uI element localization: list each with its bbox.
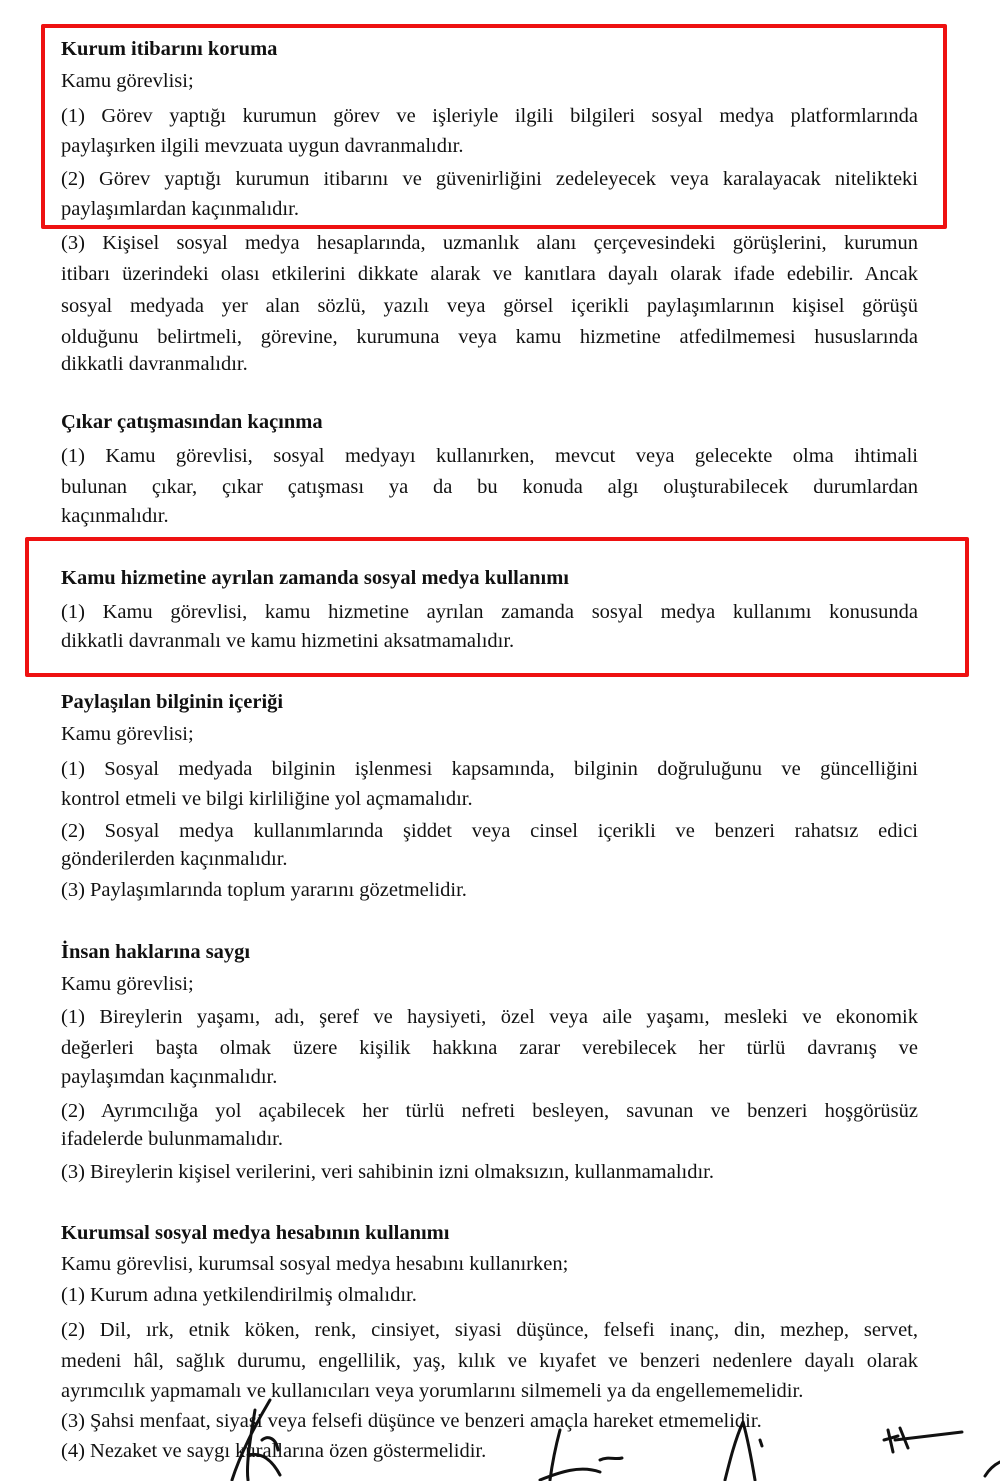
paragraph-line: paylaşımdan kaçınmalıdır. <box>61 1066 278 1088</box>
paragraph-line: (1) Kurum adına yetkilendirilmiş olmalıdır. <box>61 1284 417 1306</box>
paragraph-line: (1) Sosyal medyada bilginin işlenmesi kapsamında, bilginin doğruluğunu ve güncelliğini <box>61 758 918 780</box>
paragraph-line: (3) Bireylerin kişisel verilerini, veri sahibinin izni olmaksızın, kullanmamalıdır. <box>61 1161 715 1183</box>
paragraph-line: (2) Görev yaptığı kurumun itibarını ve güvenirliğini zedeleyecek veya karalayacak nitelikteki <box>61 168 918 190</box>
signature-3 <box>725 1422 762 1480</box>
paragraph-line: bulunan çıkar, çıkar çatışması ya da bu konuda algı oluşturabilecek durumlardan <box>61 476 918 498</box>
paragraph-line: dikkatli davranmalıdır. <box>61 353 248 375</box>
paragraph-line: değerleri başta olmak üzere kişilik hakkına zarar verebilecek her türlü davranış ve <box>61 1037 918 1059</box>
paragraph-line: Kamu görevlisi; <box>61 70 194 92</box>
signature-2 <box>540 1430 622 1480</box>
signature-5 <box>985 1462 1000 1476</box>
paragraph-line: Kamu görevlisi; <box>61 723 194 745</box>
paragraph-line: medeni hâl, sağlık durumu, engellilik, yaş, kılık ve kıyafet ve benzeri nedenlere dayalı olarak <box>61 1350 918 1372</box>
paragraph-line: (3) Şahsi menfaat, siyasi veya felsefi düşünce ve benzeri amaçla hareket etmemelidir. <box>61 1410 762 1432</box>
paragraph-line: (1) Görev yaptığı kurumun görev ve işleriyle ilgili bilgileri sosyal medya platformlarında <box>61 105 918 127</box>
paragraph-line: ifadelerde bulunmamalıdır. <box>61 1128 284 1150</box>
section-heading: İnsan haklarına saygı <box>61 941 251 963</box>
paragraph-line: (2) Sosyal medya kullanımlarında şiddet veya cinsel içerikli ve benzeri rahatsız edici <box>61 820 918 842</box>
paragraph-line: paylaşırken ilgili mevzuata uygun davranmalıdır. <box>61 135 464 157</box>
section-heading: Çıkar çatışmasından kaçınma <box>61 411 323 433</box>
paragraph-line: sosyal medyada yer alan sözlü, yazılı veya görsel içerikli paylaşımlarının kişisel görüşü <box>61 295 918 317</box>
paragraph-line: Kamu görevlisi, kurumsal sosyal medya hesabını kullanırken; <box>61 1253 569 1275</box>
paragraph-line: ayrımcılık yapmamalı ve kullanıcıları veya yorumlarını silmemeli ya da engellememelidir. <box>61 1380 804 1402</box>
paragraph-line: gönderilerden kaçınmalıdır. <box>61 848 288 870</box>
signature-1 <box>232 1400 280 1480</box>
signatures <box>0 1380 1000 1481</box>
section-heading: Kurum itibarını koruma <box>61 38 278 60</box>
paragraph-line: Kamu görevlisi; <box>61 973 194 995</box>
paragraph-line: (4) Nezaket ve saygı kurallarına özen göstermelidir. <box>61 1440 487 1462</box>
paragraph-line: dikkatli davranmalı ve kamu hizmetini aksatmamalıdır. <box>61 630 515 652</box>
paragraph-line: kaçınmalıdır. <box>61 505 169 527</box>
paragraph-line: kontrol etmeli ve bilgi kirliliğine yol açmamalıdır. <box>61 788 473 810</box>
paragraph-line: paylaşımlardan kaçınmalıdır. <box>61 198 299 220</box>
paragraph-line: (1) Kamu görevlisi, sosyal medyayı kullanırken, mevcut veya gelecekte olma ihtimali <box>61 445 918 467</box>
paragraph-line: (3) Kişisel sosyal medya hesaplarında, uzmanlık alanı çerçevesindeki görüşlerini, kurumun <box>61 232 918 254</box>
paragraph-line: (1) Kamu görevlisi, kamu hizmetine ayrılan zamanda sosyal medya kullanımı konusunda <box>61 601 918 623</box>
paragraph-line: olduğunu belirtmeli, görevine, kurumuna veya kamu hizmetine atfedilmemesi hususlarında <box>61 326 918 348</box>
section-heading: Kurumsal sosyal medya hesabının kullanımı <box>61 1222 450 1244</box>
paragraph-line: itibarı üzerindeki olası etkilerini dikkate alarak ve kanıtlara dayalı olarak ifade edebilir. Ancak <box>61 263 918 285</box>
paragraph-line: (2) Ayrımcılığa yol açabilecek her türlü nefreti besleyen, savunan ve benzeri hoşgörüsüz <box>61 1100 918 1122</box>
signature-4 <box>884 1428 962 1452</box>
section-heading: Paylaşılan bilginin içeriği <box>61 691 284 713</box>
paragraph-line: (1) Bireylerin yaşamı, adı, şeref ve haysiyeti, özel veya aile yaşamı, mesleki ve ekonomik <box>61 1006 918 1028</box>
paragraph-line: (3) Paylaşımlarında toplum yararını gözetmelidir. <box>61 879 467 901</box>
section-heading: Kamu hizmetine ayrılan zamanda sosyal medya kullanımı <box>61 567 569 589</box>
paragraph-line: (2) Dil, ırk, etnik köken, renk, cinsiyet, siyasi düşünce, felsefi inanç, din, mezhep, servet, <box>61 1319 918 1341</box>
